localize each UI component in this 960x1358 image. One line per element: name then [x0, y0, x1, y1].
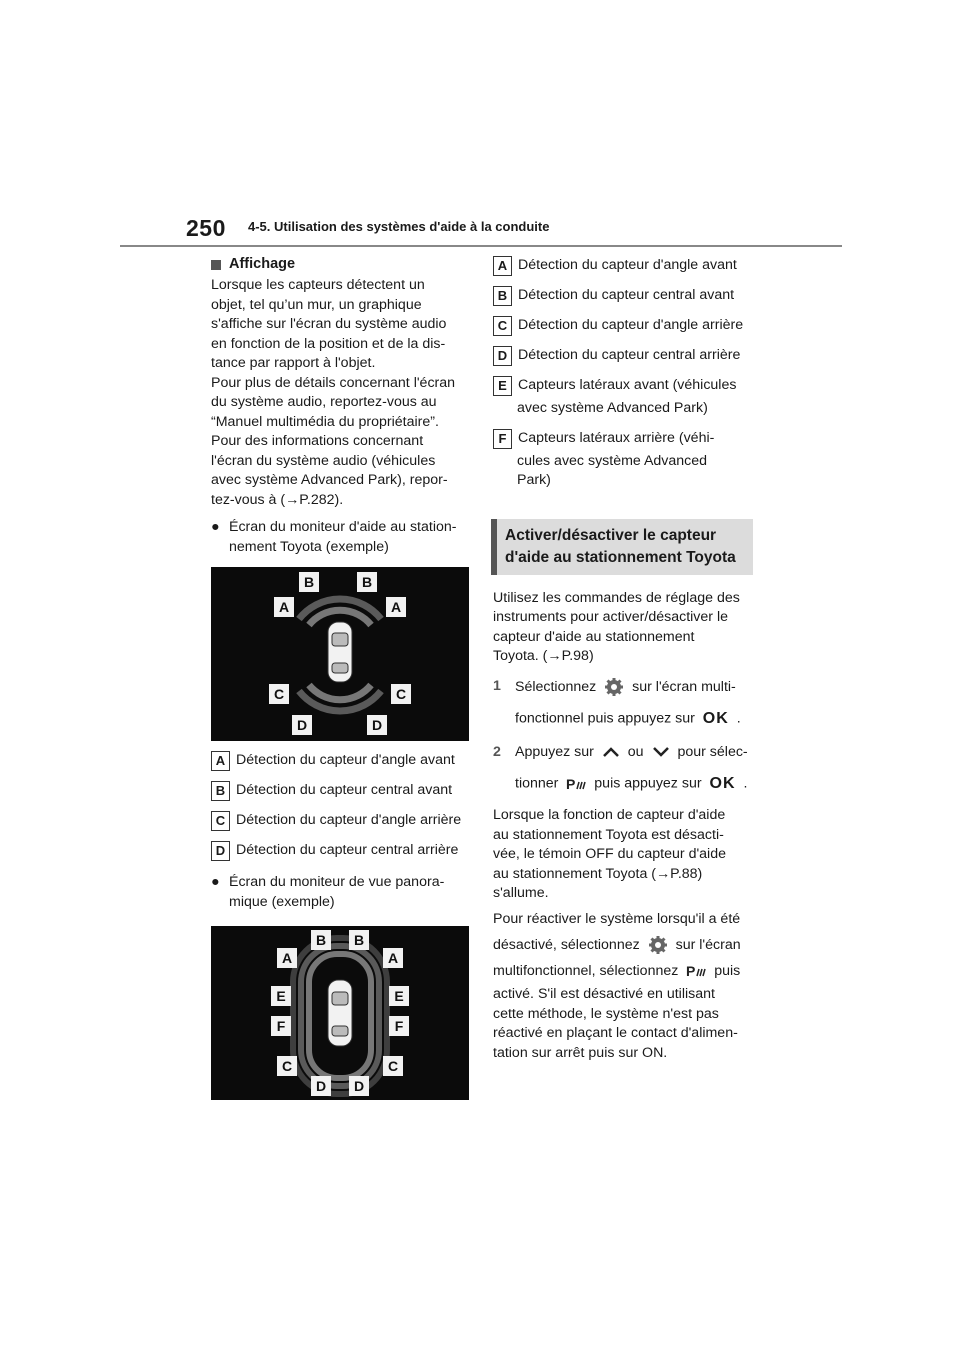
ok-button-icon: OK	[702, 709, 729, 727]
svg-text:B: B	[315, 932, 327, 948]
svg-text:B: B	[353, 932, 365, 948]
bullet-dot-icon: ●	[211, 519, 220, 535]
label-B-right	[349, 930, 369, 950]
label-C-right	[391, 684, 411, 704]
label-A-left	[277, 948, 297, 968]
svg-text:D: D	[353, 1078, 365, 1094]
svg-text:E: E	[394, 988, 404, 1004]
svg-text:P: P	[686, 962, 696, 979]
header-rule	[120, 245, 842, 247]
toggle-section-heading: Activer/désactiver le capteur d'aide au stationnement Toyota	[491, 519, 753, 575]
chevron-down-icon	[652, 746, 670, 758]
svg-text:P: P	[566, 776, 576, 792]
svg-text:C: C	[273, 686, 285, 702]
legend-item-c: C Détection du capteur d'angle arrière	[211, 811, 471, 831]
square-bullet-icon	[211, 260, 221, 270]
svg-text:A: A	[387, 950, 399, 966]
parking-sensor-icon	[566, 776, 586, 792]
svg-text:C: C	[387, 1058, 399, 1074]
label-D-right	[349, 1076, 369, 1096]
bullet-panoramic-screen: ● Écran du moniteur de vue panora- mique (exemple)	[211, 873, 471, 912]
label-B-left	[299, 572, 319, 592]
car-icon	[328, 980, 352, 1046]
legend-item-f: F Capteurs latéraux arrière (véhi-	[493, 429, 755, 449]
svg-text:A: A	[390, 599, 402, 615]
panoramic-view-diagram	[211, 926, 469, 1100]
label-F-left	[271, 1016, 291, 1036]
legend-list-2	[493, 256, 755, 491]
parking-sensor-icon	[686, 963, 706, 979]
parking-assist-diagram	[211, 567, 469, 741]
label-B-left	[311, 930, 331, 950]
label-D-right	[367, 715, 387, 735]
svg-text:B: B	[361, 574, 373, 590]
legend-item-b: B Détection du capteur central avant	[493, 286, 755, 306]
section-title: 4-5. Utilisation des systèmes d'aide à la conduite	[248, 219, 550, 234]
display-heading: Affichage	[211, 255, 471, 274]
label-D-left	[311, 1076, 331, 1096]
left-column	[211, 253, 471, 1100]
label-E-left	[271, 986, 291, 1006]
svg-text:D: D	[315, 1078, 327, 1094]
svg-text:A: A	[281, 950, 293, 966]
legend-item-a: A Détection du capteur d'angle avant	[211, 751, 471, 771]
step-2: 2 Appuyez sur ou pour sélec- tionner P puis appuyez sur OK .	[493, 743, 748, 793]
legend-item-d: D Détection du capteur central arrière	[211, 841, 471, 861]
svg-text:C: C	[395, 686, 407, 702]
svg-text:E: E	[276, 988, 286, 1004]
intro-paragraph: Utilisez les commandes de réglage des instruments pour activer/désactiver le capteur d'aide au stationnement Toyota. (→P.98)	[493, 589, 740, 664]
ok-button-icon: OK	[709, 775, 736, 793]
gear-icon	[648, 935, 668, 955]
label-C-left	[269, 684, 289, 704]
label-C-right	[383, 1056, 403, 1076]
label-A-right	[386, 597, 406, 617]
legend-item-f-cont: cules avec système Advanced Park)	[517, 452, 708, 488]
gear-icon	[604, 677, 624, 697]
label-D-left	[292, 715, 312, 735]
chevron-up-icon	[602, 746, 620, 758]
legend-item-d: D Détection du capteur central arrière	[493, 346, 755, 366]
deactivated-note: Lorsque la fonction de capteur d'aide au stationnement Toyota est désacti- vée, le témoin OFF du capteur d'aide au stationnement Toyota (→P.88) s'allume.	[493, 807, 726, 902]
legend-item-c: C Détection du capteur d'angle arrière	[493, 316, 755, 336]
svg-text:B: B	[303, 574, 315, 590]
panoramic-view-screen	[211, 926, 469, 1100]
page-number: 250	[186, 215, 226, 241]
legend-list-1	[211, 751, 471, 861]
svg-text:A: A	[278, 599, 290, 615]
car-icon	[328, 622, 352, 682]
svg-text:D: D	[296, 717, 308, 733]
legend-item-a: A Détection du capteur d'angle avant	[493, 256, 755, 276]
parking-assist-screen	[211, 567, 469, 741]
label-F-right	[389, 1016, 409, 1036]
right-column	[493, 256, 755, 1063]
svg-text:C: C	[281, 1058, 293, 1074]
svg-text:F: F	[276, 1018, 286, 1034]
label-A-left	[274, 597, 294, 617]
svg-text:F: F	[394, 1018, 404, 1034]
legend-item-e: E Capteurs latéraux avant (véhicules	[493, 376, 755, 396]
legend-item-b: B Détection du capteur central avant	[211, 781, 471, 801]
label-B-right	[357, 572, 377, 592]
reactivate-paragraph: Pour réactiver le système lorsqu'il a été désactivé, sélectionnez sur l'écran multifonctionnel, sélectionnez P puis activé. S'il est désactivé en utilisant cette méthode, le système n'est pas réactivé en plaçant le contact d'alimen- tation sur arrêt puis sur ON.	[493, 910, 741, 1061]
bullet-parking-assist-screen: ● Écran du moniteur d'aide au station- nement Toyota (exemple)	[211, 518, 471, 557]
display-paragraph: Lorsque les capteurs détectent un objet, tel qu’un mur, un graphique s'affiche sur l'écran du système audio en fonction de la position et de la dis- tance par rapport à l'objet. Pour plus de détails concernant l'écran du système audio, reportez-vous au “Manuel multimédia du propriétaire”. Pour des informations concernant l'écran du système audio (véhicules avec système Advanced Park), repor- tez-vous à (→P.282).	[211, 277, 456, 508]
legend-item-e-cont: avec système Advanced Park)	[517, 400, 708, 416]
bullet-dot-icon: ●	[211, 874, 220, 890]
step-1: 1 Sélectionnez sur l'écran multi- fonctionnel puis appuyez sur OK .	[493, 677, 741, 727]
label-C-left	[277, 1056, 297, 1076]
svg-text:D: D	[371, 717, 383, 733]
label-E-right	[389, 986, 409, 1006]
label-A-right	[383, 948, 403, 968]
